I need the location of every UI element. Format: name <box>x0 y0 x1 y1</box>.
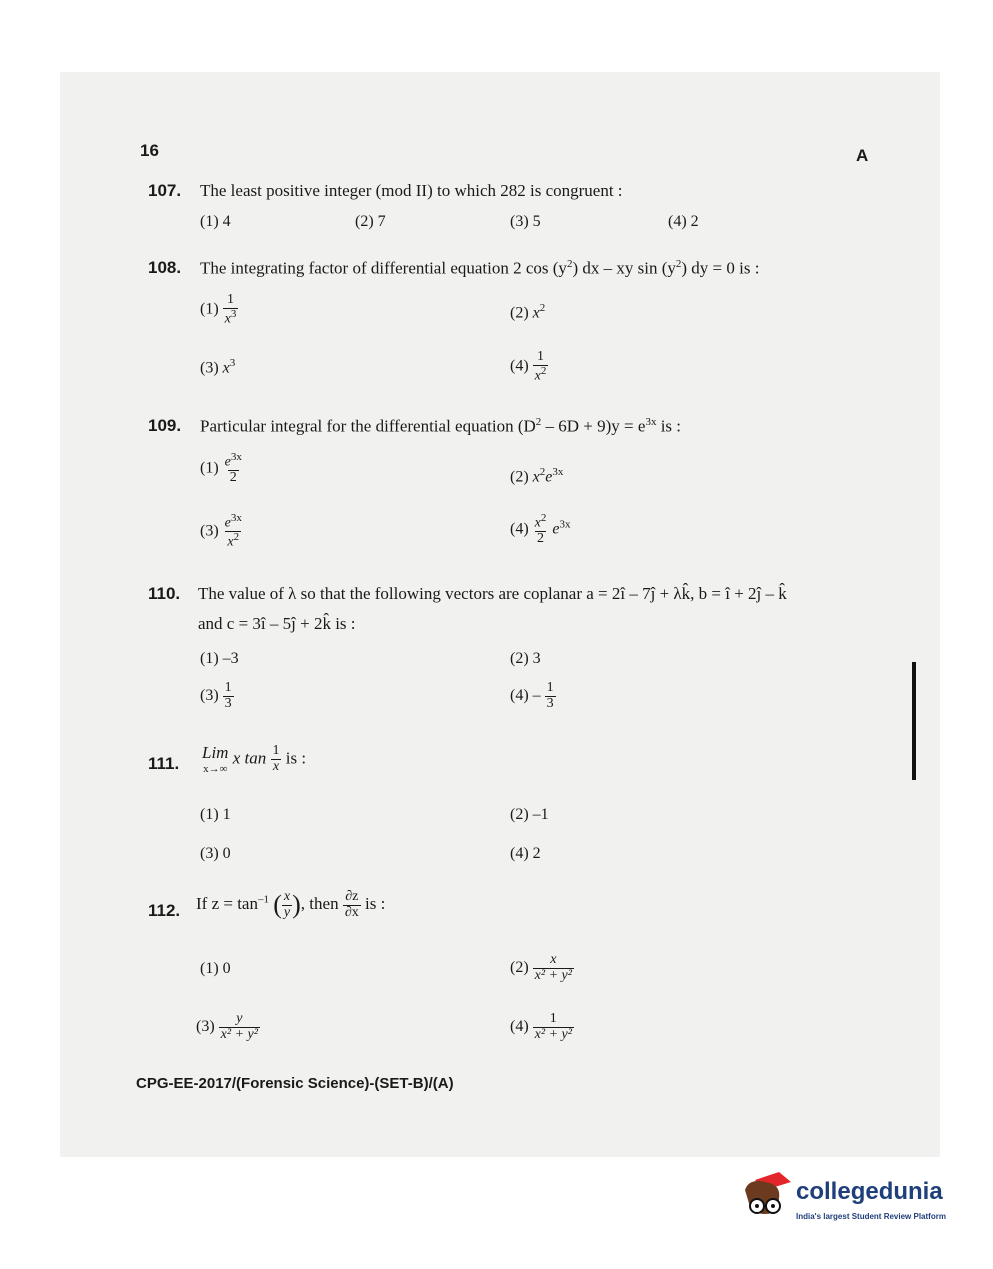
brand-name: collegedunia <box>796 1178 943 1205</box>
question-number: 111. <box>148 754 180 773</box>
page-footer: CPG-EE-2017/(Forensic Science)-(SET-B)/(A) <box>136 1075 454 1092</box>
option-2: (2) $x^2e^{3x}$ <box>510 466 564 486</box>
option-3: (3) $\frac{e^{3x}}{x^2}$ <box>200 512 242 550</box>
option-3: (3) $\frac{y}{\text{x² + y²}}$ <box>196 1011 258 1042</box>
option-3: (3) 0 <box>200 845 231 862</box>
page-number: 16 <box>140 141 159 160</box>
question-number: 108. <box>148 258 182 277</box>
option-1: (1) 0 <box>200 960 231 977</box>
option-1: (1) 4 <box>200 213 231 230</box>
option-1: (1) –3 <box>200 650 239 667</box>
option-2: (2) 7 <box>355 213 386 230</box>
page-edge-mark <box>912 662 916 780</box>
question-text-line2: and c = 3î – 5ĵ + 2k̂ is : <box>198 614 356 633</box>
brand-tagline: India's largest Student Review Platform <box>796 1212 946 1221</box>
option-2: (2) $x^2$ <box>510 302 546 322</box>
option-1: (1) 1 <box>200 806 231 823</box>
question-text: The integrating factor of differential equation 2 $\cos (y^2)$ dx – xy $\sin (y^2)$ dy = 0 is : <box>200 258 760 278</box>
question-number: 109. <box>148 416 182 435</box>
option-4: (4) $\frac{x^2}{2}$ $e^{3x}$ <box>510 512 571 547</box>
option-2: (2) –1 <box>510 806 549 823</box>
option-2: (2) 3 <box>510 650 541 667</box>
collegedunia-mascot-icon <box>735 1168 795 1224</box>
question-number: 112. <box>148 901 181 920</box>
option-3: (3) $\frac{1}{3}$ <box>200 680 232 711</box>
question-text-line1: The value of λ so that the following vectors are coplanar a = 2î – 7ĵ + λk̂, b = î + 2ĵ – k̂ <box>198 584 787 603</box>
option-3: (3) $x^3$ <box>200 357 236 377</box>
option-4: (4) 2 <box>510 845 541 862</box>
limit-expression: Lim x→∞ x tan $\frac{1}{x}$ is : <box>202 743 307 775</box>
scanned-page <box>60 72 940 1157</box>
set-letter: A <box>856 146 869 165</box>
option-4: (4) $\frac{1}{x^2}$ <box>510 349 547 384</box>
question-text: The least positive integer (mod II) to which 282 is congruent : <box>200 181 623 200</box>
question-text: Particular integral for the differential equation $(D^2 - 6D + 9)y = e^{3x}$ is : <box>200 416 682 436</box>
question-number: 110. <box>148 584 181 603</box>
option-4: (4) $\frac{1}{\text{x² + y²}}$ <box>510 1011 572 1042</box>
option-4: (4) 2 <box>668 213 699 230</box>
option-1: (1) $\frac{1}{x^3}$ <box>200 292 237 327</box>
question-text: If $z = \tan^{-1}$ ( $\frac{x}{y}$ ), then $\frac{\partial z}{\partial x}$ is : <box>196 889 386 920</box>
option-1: (1) $\frac{e^{3x}}{2}$ <box>200 451 242 486</box>
question-number: 107. <box>148 181 182 200</box>
option-3: (3) 5 <box>510 213 541 230</box>
option-2: (2) $\frac{x}{\text{x² + y²}}$ <box>510 952 572 983</box>
option-4: (4) – $\frac{1}{3}$ <box>510 680 554 711</box>
